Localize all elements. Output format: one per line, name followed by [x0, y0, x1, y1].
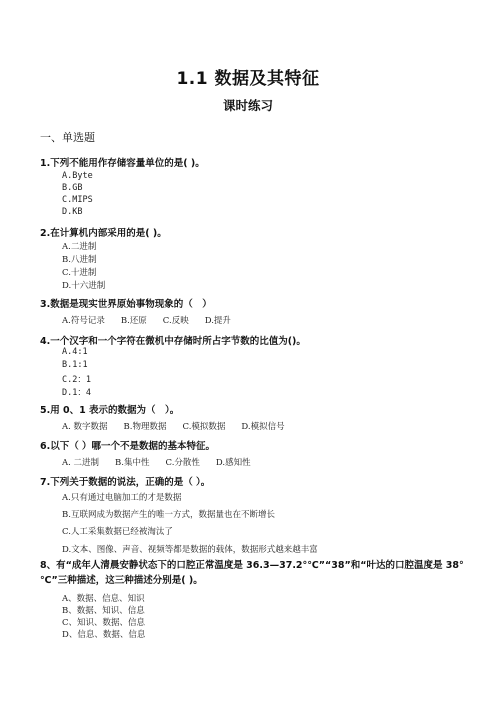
option-4a: A.4:1: [62, 347, 88, 357]
option-8a: A、数据、信息、知识: [62, 594, 145, 604]
option-7c: C.人工采集数据已经被淘汰了: [62, 527, 173, 537]
option-5c: C.模拟数据: [182, 422, 226, 432]
option-7a: A.只有通过电脑加工的才是数据: [62, 493, 182, 503]
option-2c: C.十进制: [62, 268, 97, 278]
option-1c: C.MIPS: [62, 195, 93, 205]
options-row-6: [62, 456, 251, 468]
option-8b: B、数据、知识、信息: [62, 606, 145, 616]
option-3a: A.符号记录: [62, 316, 105, 326]
option-8c: C、知识、数据、信息: [62, 618, 146, 628]
option-2b: B.八进制: [62, 255, 97, 265]
option-3b: B.还原: [120, 316, 147, 326]
options-row-3: [62, 314, 231, 326]
option-4c: C.2：1: [62, 375, 91, 385]
option-3c: C.反映: [162, 316, 189, 326]
option-7d: D.文本、图像、声音、视频等都是数据的载体，数据形式越来越丰富: [62, 545, 318, 555]
question-5: 5.用 0、1 表示的数据为（ ）。: [40, 405, 180, 416]
question-8: 8、有“成年人清晨安静状态下的口腔正常温度是 36.3—37.2°℃”“38”和“叶达的口腔温度是 38°℃”三种描述，这三种描述分别是( )。: [40, 560, 464, 586]
question-2: 2.在计算机内部采用的是( )。: [40, 228, 167, 239]
option-5d: D.模拟信号: [241, 422, 285, 432]
question-3: 3.数据是现实世界原始事物现象的（ ）: [40, 299, 212, 310]
option-8d: D、信息、数据、信息: [62, 630, 146, 640]
question-4: 4.一个汉字和一个字符在微机中存储时所占字节数的比值为()。: [40, 336, 306, 347]
option-6b: B.集中性: [115, 458, 150, 468]
option-5b: B.物理数据: [123, 422, 167, 432]
option-6d: D.感知性: [215, 458, 251, 468]
option-2d: D.十六进制: [62, 281, 106, 291]
section-heading: 一、单选题: [40, 131, 95, 144]
option-6c: C.分散性: [165, 458, 200, 468]
question-7: 7.下列关于数据的说法，正确的是（ ）。: [40, 477, 211, 488]
option-4b: B.1:1: [62, 360, 88, 370]
option-5a: A. 数字数据: [62, 422, 108, 432]
question-6: 6.以下（ ）哪一个不是数据的基本特征。: [40, 441, 216, 452]
option-1b: B.GB: [62, 183, 83, 193]
option-6a: A. 二进制: [62, 458, 100, 468]
option-1d: D.KB: [62, 207, 83, 217]
option-7b: B.互联网成为数据产生的唯一方式，数据量也在不断增长: [62, 510, 275, 520]
page-title: 1.1 数据及其特征: [176, 69, 320, 89]
option-1a: A.Byte: [62, 171, 93, 181]
options-row-5: [62, 420, 285, 432]
page-subtitle: 课时练习: [222, 98, 273, 113]
option-2a: A.二进制: [62, 242, 97, 252]
question-1: 1.下列不能用作存储容量单位的是( )。: [40, 158, 205, 169]
option-4d: D.1：4: [62, 388, 91, 398]
option-3d: D.提升: [204, 316, 231, 326]
